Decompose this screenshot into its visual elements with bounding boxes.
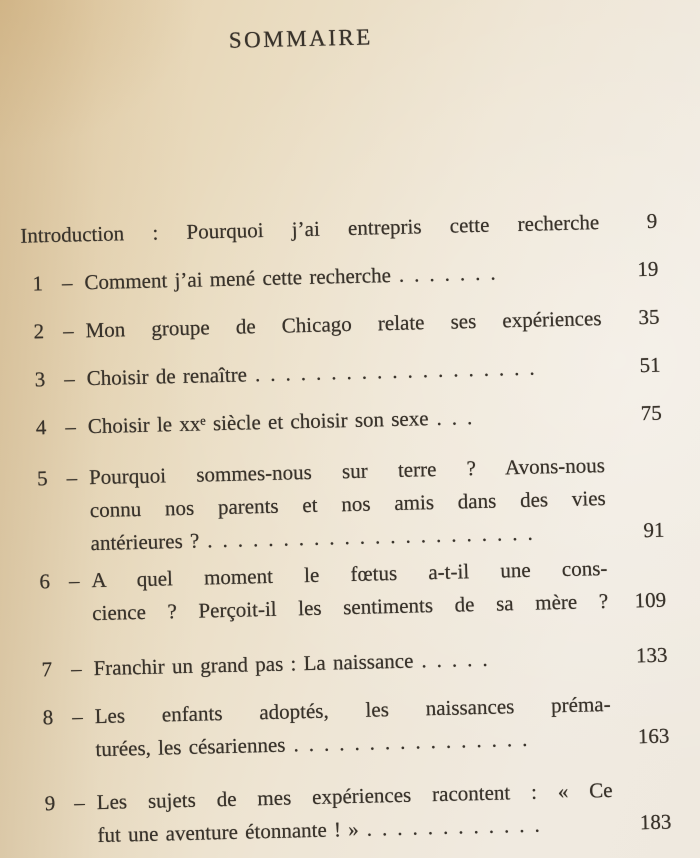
toc-entry <box>0 396 700 445</box>
page-number: 183 <box>639 809 672 835</box>
toc-entry-title <box>85 302 602 347</box>
chapter-number-column <box>42 700 96 767</box>
toc-entry-line: A quel moment le fœtus a-t-il une cons- <box>91 555 608 593</box>
dot-leader: ...................... <box>206 520 543 553</box>
page-number: 109 <box>634 587 667 613</box>
toc-entry-title <box>93 640 610 685</box>
dash-separator: – <box>61 270 73 295</box>
toc-entry <box>0 252 697 301</box>
toc-entry <box>6 686 700 768</box>
chapter-number: 1 <box>32 271 44 296</box>
toc-entry-line: Mon groupe de Chicago relate ses expériences <box>85 306 602 343</box>
dash-separator: – <box>65 414 77 439</box>
dash-separator: – <box>73 790 86 815</box>
dash-separator: – <box>68 568 80 593</box>
chapter-number-column <box>35 410 88 444</box>
toc-entry-line: Choisir le xxᵉ siècle et choisir son sexe ... <box>87 404 483 439</box>
dot-leader: ............ <box>366 812 550 841</box>
toc-entry-title <box>89 449 607 560</box>
dash-separator: – <box>66 465 78 490</box>
toc-entry-line: Pourquoi sommes-nous sur terre ? Avons-nous <box>88 453 606 490</box>
page-number: 35 <box>638 304 660 330</box>
chapter-number-column <box>39 564 93 631</box>
toc-entry-line: Les sujets de mes expériences racontent : « Ce <box>96 777 613 815</box>
page-number: 19 <box>637 256 659 282</box>
toc-entry <box>3 550 700 632</box>
dash-separator: – <box>63 366 76 391</box>
toc-entry-line: Choisir de renaître ................... <box>86 355 545 391</box>
page-number: 163 <box>637 723 670 749</box>
toc-entry-line: fut une aventure étonnante ! » ............ <box>97 812 550 848</box>
page-title: SOMMAIRE <box>228 24 374 54</box>
toc-entry-title <box>91 552 608 630</box>
dot-leader: ................ <box>293 726 538 757</box>
toc-entry <box>0 204 696 253</box>
chapter-number: 8 <box>42 705 54 730</box>
chapter-number-column <box>41 652 94 686</box>
toc-entry <box>8 772 700 854</box>
page-number: 9 <box>646 208 658 233</box>
dot-leader: ....... <box>398 260 506 287</box>
toc-entry-title <box>84 254 601 299</box>
toc-entry-line: cience ? Perçoit-il les sentiments de sa mère ? <box>91 588 609 626</box>
chapter-number: 2 <box>33 319 45 344</box>
page-number: 75 <box>640 400 662 426</box>
dot-leader: ..... <box>421 646 498 673</box>
toc-entry-line: Les enfants adoptés, les naissances préma- <box>94 691 611 729</box>
chapter-number-column <box>32 266 85 300</box>
toc-entry <box>0 300 698 349</box>
toc-entry-line: antérieures ? ...................... <box>90 520 543 556</box>
toc-entry-title <box>87 398 604 443</box>
toc-entry-line: Introduction : Pourquoi j’ai entrepris cette recherche <box>20 210 600 248</box>
toc-entry-title <box>86 350 603 395</box>
chapter-number: 7 <box>41 657 53 682</box>
page-number: 91 <box>643 517 665 543</box>
toc-entry-line: Franchir un grand pas : La naissance ..... <box>93 646 498 681</box>
toc-entry-title <box>94 688 611 766</box>
chapter-number: 5 <box>36 466 48 491</box>
dash-separator: – <box>71 704 83 729</box>
dot-leader: ... <box>436 404 483 430</box>
chapter-number-column <box>37 461 91 561</box>
toc-entry-line: connu nos parents et nos amis dans des vies <box>89 485 606 523</box>
toc-entry-title <box>20 206 600 253</box>
dash-separator: – <box>62 318 74 343</box>
dot-leader: ................... <box>254 355 545 387</box>
chapter-number-column <box>44 786 98 853</box>
toc-entry <box>5 638 700 687</box>
dash-separator: – <box>70 656 82 681</box>
toc-entry-line: Comment j’ai mené cette recherche ....... <box>84 260 506 295</box>
chapter-number: 3 <box>34 367 46 392</box>
chapter-number-column <box>33 314 86 348</box>
toc-entry-title <box>96 774 613 852</box>
chapter-number: 4 <box>35 415 47 440</box>
chapter-number: 9 <box>44 791 56 816</box>
toc-entry-line: turées, les césariennes ................ <box>95 726 538 762</box>
toc-entry <box>1 447 700 562</box>
chapter-number: 6 <box>39 569 51 594</box>
page-number: 51 <box>639 352 661 378</box>
chapter-number-column <box>34 362 87 396</box>
page-number: 133 <box>635 642 668 668</box>
toc-entry <box>0 348 699 397</box>
